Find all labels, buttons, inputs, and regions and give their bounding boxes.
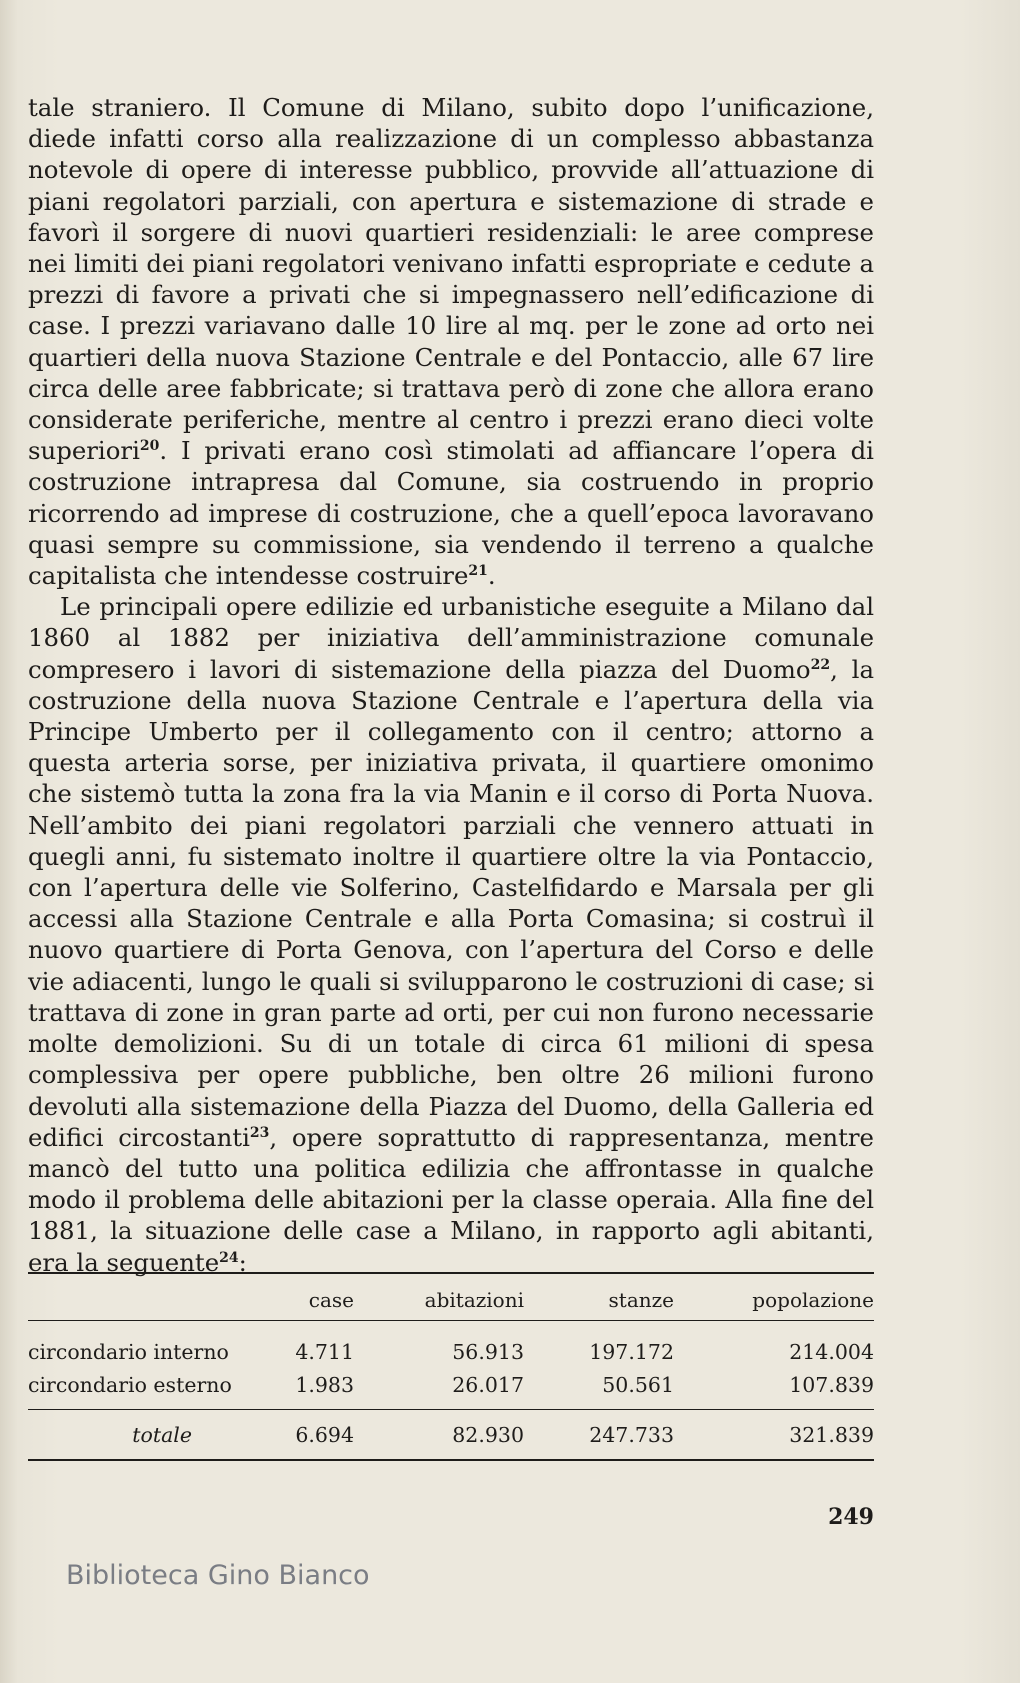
footnote-ref-23: 23 [249, 1124, 270, 1141]
header-popolazione: popolazione [752, 1288, 874, 1312]
footnote-ref-20: 20 [139, 438, 160, 455]
paragraph-1: tale straniero. Il Comune di Milano, subito dopo l’unificazione, diede infatti corso alla realizzazione di un complesso abbastanza notevole di opere di interesse pubblico, provvide all’attuazione di piani regolatori parziali, con apertura e sistemazione di strade e favorì il sorgere di nuovi quartieri residenziali: le aree comprese nei limiti dei piani regolatori venivano infatti espropriate e cedute a prezzi di favore a privati che si impegnassero nell’edificazione di case. I prezzi variavano dalle 10 lire al mq. per le zone ad orto nei quartieri della nuova Stazione Centrale e del Pontaccio, alle 67 lire circa delle aree fabbricate; si trattava però di zone che allora erano considerate periferiche, mentre al centro i prezzi erano dieci volte superiori$^{20}$. I privati erano così stimolati ad affiancare l’opera di costruzione intrapresa dal Comune, sia costruendo in proprio ricorrendo ad imprese di costruzione, che a quell’epoca lavoravano quasi sempre su commissione, sia vendendo il terreno a qualche capitalista che intendesse costruire$^{21}$. [28, 93, 874, 591]
library-watermark: Biblioteca Gino Bianco [66, 1560, 370, 1591]
row-label: circondario esterno [28, 1372, 232, 1397]
table-bottom-rule [28, 1459, 874, 1461]
header-case: case [308, 1288, 354, 1312]
paragraph-2: Le principali opere edilizie ed urbanistiche eseguite a Milano dal 1860 al 1882 per iniziativa dell’amministrazione comunale compresero i lavori di sistemazione della piazza del Duomo$^{22}$, la costruzione della nuova Stazione Centrale e l’apertura della via Principe Umberto per il collegamento con il centro; attorno a questa arteria sorse, per iniziativa privata, il quartiere omonimo che sistemò tutta la zona fra la via Manin e il corso di Porta Nuova. Nell’ambito dei piani regolatori parziali che vennero attuati in quegli anni, fu sistemato inoltre il quartiere oltre la via Pontaccio, con l’apertura delle vie Solferino, Castelfidardo e Marsala per gli accessi alla Stazione Centrale e alla Porta Comasina; si costruì il nuovo quartiere di Porta Genova, con l’apertura del Corso e delle vie adiacenti, lungo le quali si svilupparono le costruzioni di case; si trattava di zone in gran parte ad orti, per cui non furono necessarie molte demolizioni. Su di un totale di circa 61 milioni di spesa complessiva per opere pubbliche, ben oltre 26 milioni furono devoluti alla sistemazione della Piazza del Duomo, della Galleria ed edifici circostanti$^{23}$, opere soprattutto di rappresentanza, mentre mancò del tutto una politica edilizia che affrontasse in qualche modo il problema delle abitazioni per la classe operaia. Alla fine del 1881, la situazione delle case a Milano, in rapporto agli abitanti, era la seguente$^{24}$: [28, 592, 874, 1277]
total-label: totale [132, 1422, 192, 1447]
header-stanze: stanze [608, 1288, 674, 1312]
table-total-row: totale 6.694 82.930 247.733 321.839 [28, 1418, 874, 1451]
footnote-ref-24: 24 [219, 1249, 239, 1266]
body-text [28, 92, 874, 1278]
header-abitazioni: abitazioni [424, 1288, 524, 1312]
table-header-row [28, 1274, 874, 1320]
page-number: 249 [828, 1504, 874, 1530]
table-row: circondario esterno 1.983 26.017 50.561 107.839 [28, 1368, 874, 1401]
table-row: circondario interno 4.711 56.913 197.172 214.004 [28, 1335, 874, 1368]
footnote-ref-22: 22 [810, 656, 831, 673]
footnote-ref-21: 21 [468, 562, 488, 579]
housing-table [28, 1272, 874, 1461]
row-label: circondario interno [28, 1339, 229, 1364]
